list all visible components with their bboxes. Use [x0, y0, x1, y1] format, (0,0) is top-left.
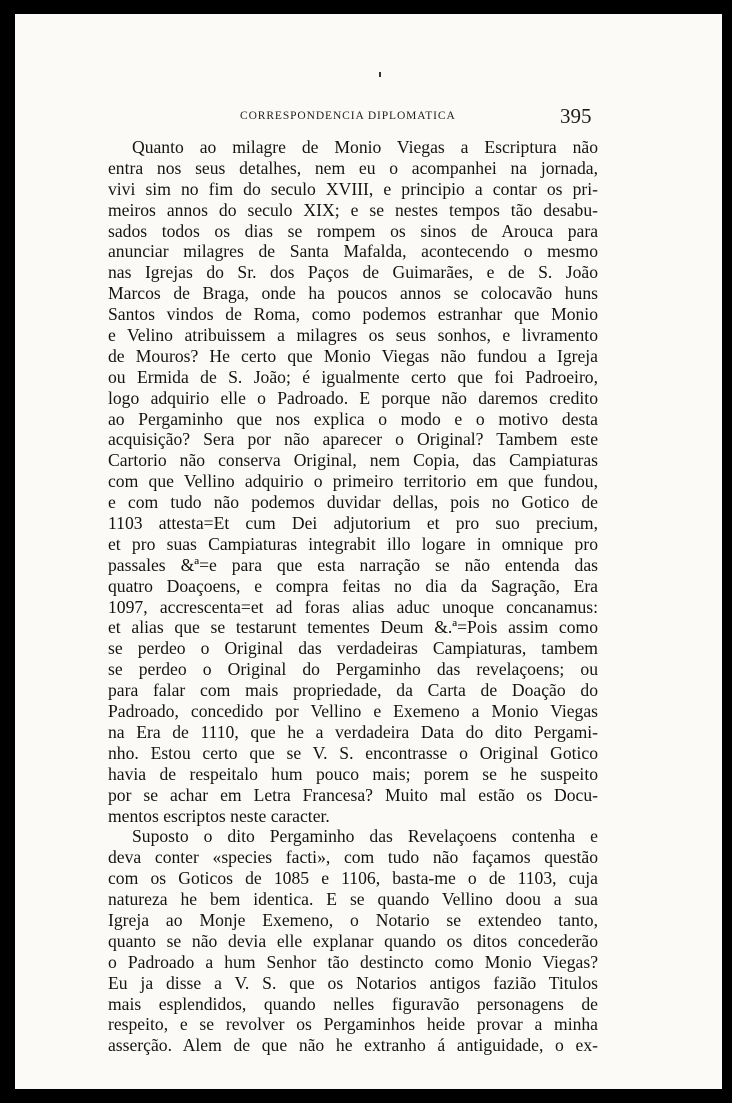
text-line: asserção. Alem de que não he extranho á antiguidade, o ex-: [108, 1035, 598, 1056]
running-title: CORRESPONDENCIA DIPLOMATICA: [240, 110, 456, 122]
text-line: por se achar em Letra Francesa? Muito mal estão os Docu-: [108, 784, 598, 805]
text-line: o Padroado a hum Senhor tão destincto como Monio Viegas?: [108, 951, 598, 972]
text-line: com os Goticos de 1085 e 1106, basta-me o de 1103, cuja: [108, 868, 598, 889]
page-number: 395: [560, 104, 592, 128]
text-line: anunciar milagres de Santa Mafalda, acontecendo o mesmo: [108, 241, 598, 262]
text-line: ou Ermida de S. João; é igualmente certo que foi Padroeiro,: [108, 366, 598, 387]
ink-speck: [379, 72, 381, 77]
text-line: de Mouros? He certo que Monio Viegas não fundou a Igreja: [108, 345, 598, 366]
text-line: 1103 attesta=Et cum Dei adjutorium et pro suo precium,: [108, 513, 598, 534]
text-line: e com tudo não podemos duvidar dellas, pois no Gotico de: [108, 492, 598, 513]
text-line: quanto se não devia elle explanar quando os ditos concederão: [108, 930, 598, 951]
text-line: ao Pergaminho que nos explica o modo e o motivo desta: [108, 408, 598, 429]
text-line: et pro suas Campiaturas integrabit illo logare in omnique pro: [108, 533, 598, 554]
text-line: se perdeo o Original das verdadeiras Campiaturas, tambem: [108, 638, 598, 659]
text-line: vivi sim no fim do seculo XVIII, e principio a contar os pri-: [108, 178, 598, 199]
text-line: respeito, e se revolver os Pergaminhos heide provar a minha: [108, 1014, 598, 1035]
text-line: logo adquirio elle o Padroado. E porque não daremos credito: [108, 387, 598, 408]
text-line: na Era de 1110, que he a verdadeira Data do dito Pergami-: [108, 721, 598, 742]
paragraph-2: [108, 826, 598, 1056]
text-line: Quanto ao milagre de Monio Viegas a Escriptura não: [132, 137, 598, 157]
text-line: mais esplendidos, quando nelles figuravão personagens de: [108, 993, 598, 1014]
paragraph-1: [108, 137, 598, 826]
text-line: et alias que se testarunt tementes Deum &.ª=Pois assim como: [108, 617, 598, 638]
text-line: sados todos os dias se rompem os sinos de Arouca para: [108, 220, 598, 241]
text-line: quatro Doaçoens, e compra feitas no dia da Sagração, Era: [108, 575, 598, 596]
text-line: natureza he bem identica. E se quando Vellino doou a sua: [108, 889, 598, 910]
text-line: mentos escriptos neste caracter.: [108, 805, 330, 826]
text-line: entra nos seus detalhes, nem eu o acompanhei na jornada,: [108, 157, 598, 178]
text-line: nho. Estou certo que se V. S. encontrasse o Original Gotico: [108, 742, 598, 763]
body-text: [108, 137, 598, 1056]
text-line: passales &ª=e para que esta narração se não entenda das: [108, 554, 598, 575]
text-line: e Velino atribuissem a milagres os seus sonhos, e livramento: [108, 325, 598, 346]
text-line: se perdeo o Original do Pergaminho das revelaçoens; ou: [108, 659, 598, 680]
text-line: Padroado, concedido por Vellino e Exemeno a Monio Viegas: [108, 701, 598, 722]
page-header: [15, 104, 722, 130]
text-line: acquisição? Sera por não aparecer o Original? Tambem este: [108, 429, 598, 450]
text-line: 1097, accrescenta=et ad foras alias aduc unoque concanamus:: [108, 596, 598, 617]
text-line: Suposto o dito Pergaminho das Revelaçoens contenha e: [132, 826, 598, 847]
text-line: Santos vindos de Roma, como podemos estranhar que Monio: [108, 304, 598, 325]
text-line: deva conter «species facti», com tudo não façamos questão: [108, 847, 598, 868]
text-line: havia de respeitalo hum pouco mais; porem se he suspeito: [108, 763, 598, 784]
text-line: Marcos de Braga, onde ha poucos annos se colocavão huns: [108, 283, 598, 304]
text-line: meiros annos do seculo XIX; e se nestes tempos tão desabu-: [108, 199, 598, 220]
text-line: Eu ja disse a V. S. que os Notarios antigos fazião Titulos: [108, 972, 598, 993]
text-line: para falar com mais propriedade, da Carta de Doação do: [108, 680, 598, 701]
text-line: Igreja ao Monje Exemeno, o Notario se extendeo tanto,: [108, 909, 598, 930]
text-line: Cartorio não conserva Original, nem Copia, das Campiaturas: [108, 450, 598, 471]
text-line: nas Igrejas do Sr. dos Paços de Guimarães, e de S. João: [108, 262, 598, 283]
page-sheet: [15, 14, 722, 1089]
text-line: com que Vellino adquirio o primeiro territorio em que fundou,: [108, 471, 598, 492]
